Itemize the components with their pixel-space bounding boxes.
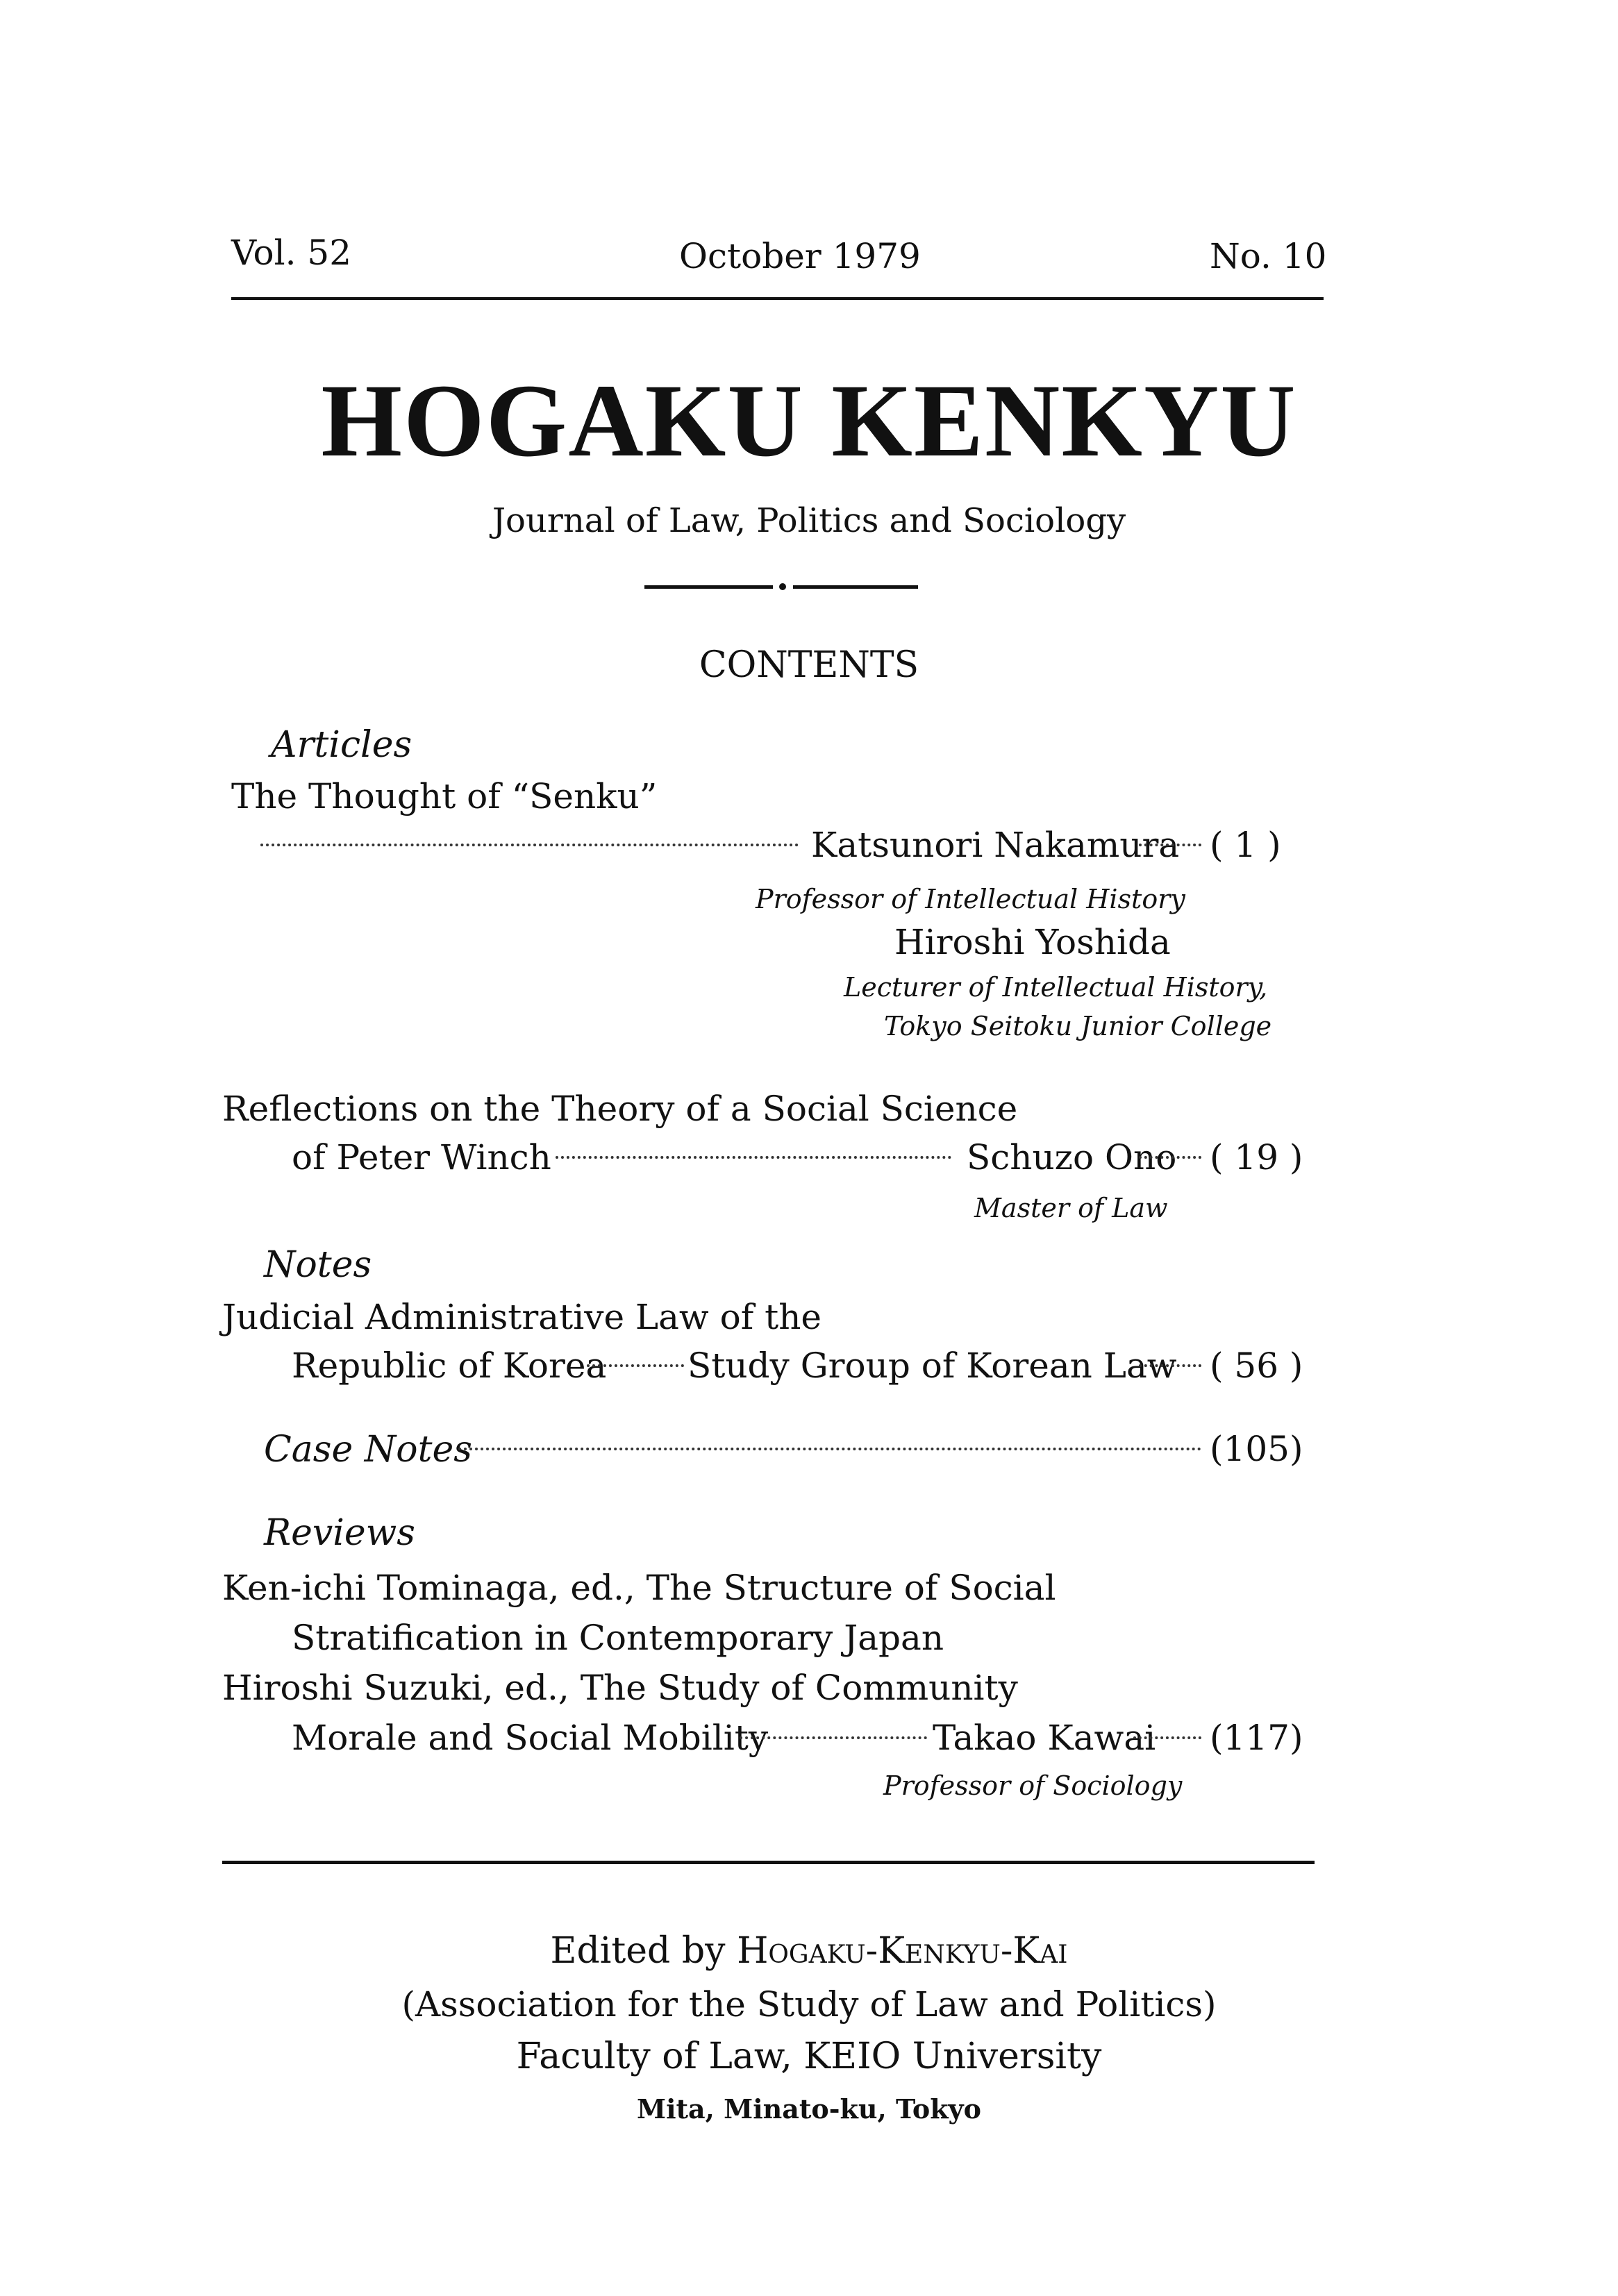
article-1-author-2: Hiroshi Yoshida: [894, 922, 1171, 962]
association-line: (Association for the Study of Law and Politics): [401, 1984, 1217, 2025]
section-articles: Articles: [271, 724, 412, 766]
section-case-notes: Case Notes: [264, 1429, 472, 1470]
reviews-page: (117): [1210, 1718, 1303, 1758]
issue-number: No. 10: [1210, 236, 1327, 276]
edited-by-prefix: Edited by: [550, 1930, 726, 1972]
note-1-author: Study Group of Korean Law: [687, 1346, 1177, 1386]
note-1-title-line-1: Judicial Administrative Law of the: [222, 1297, 822, 1337]
leader-dots: [458, 1448, 1201, 1450]
leader-dots: [556, 1156, 951, 1159]
ornament-dot: [779, 583, 786, 590]
case-notes-page: (105): [1210, 1429, 1303, 1469]
editor-organization: Hogaku-Kenkyu-Kai: [737, 1930, 1068, 1972]
article-2-title-line-2: of Peter Winch: [292, 1137, 551, 1178]
leader-dots: [1139, 1156, 1201, 1159]
article-2-title-line-1: Reflections on the Theory of a Social Science: [222, 1089, 1018, 1129]
article-2-affiliation: Master of Law: [974, 1193, 1168, 1223]
journal-title: HOGAKU KENKYU: [321, 363, 1297, 478]
review-1-line-2: Stratification in Contemporary Japan: [292, 1618, 944, 1658]
reviews-affiliation: Professor of Sociology: [883, 1770, 1183, 1801]
article-1-affiliation-2a: Lecturer of Intellectual History,: [844, 972, 1268, 1003]
article-2-author: Schuzo Ono: [967, 1137, 1177, 1178]
note-1-title-line-2: Republic of Korea: [292, 1346, 607, 1386]
note-1-page: ( 56 ): [1210, 1346, 1303, 1386]
leader-dots: [1139, 1364, 1201, 1367]
edited-by-line: [0, 1930, 1618, 1972]
address-line: Mita, Minato-ku, Tokyo: [637, 2093, 981, 2125]
volume-label: Vol. 52: [231, 233, 352, 273]
contents-heading: CONTENTS: [699, 644, 919, 686]
article-1-affiliation-2b: Tokyo Seitoku Junior College: [884, 1011, 1272, 1041]
reviews-author: Takao Kawai: [933, 1718, 1156, 1758]
ornament-rule-left: [644, 585, 773, 589]
ornament-rule-right: [793, 585, 918, 589]
section-notes: Notes: [264, 1244, 372, 1286]
section-reviews: Reviews: [264, 1512, 415, 1554]
faculty-line: Faculty of Law, KEIO University: [516, 2036, 1102, 2077]
leader-dots: [587, 1364, 684, 1367]
article-2-page: ( 19 ): [1210, 1137, 1303, 1178]
journal-subtitle: Journal of Law, Politics and Sociology: [492, 501, 1126, 540]
leader-dots: [740, 1736, 927, 1739]
article-1-affiliation-1: Professor of Intellectual History: [756, 884, 1185, 914]
header-rule: [231, 297, 1324, 300]
leader-dots: [260, 844, 799, 846]
article-1-page: ( 1 ): [1210, 825, 1281, 865]
article-1-title: The Thought of “Senku”: [231, 776, 658, 816]
leader-dots: [1139, 844, 1201, 846]
article-1-author-1: Katsunori Nakamura: [811, 825, 1180, 865]
footer-rule: [222, 1861, 1315, 1864]
review-2-line-1: Hiroshi Suzuki, ed., The Study of Community: [222, 1668, 1018, 1708]
leader-dots: [1133, 1736, 1201, 1739]
review-1-line-1: Ken-ichi Tominaga, ed., The Structure of Social: [222, 1568, 1056, 1608]
review-2-line-2: Morale and Social Mobility: [292, 1718, 769, 1758]
issue-date: October 1979: [679, 236, 921, 276]
